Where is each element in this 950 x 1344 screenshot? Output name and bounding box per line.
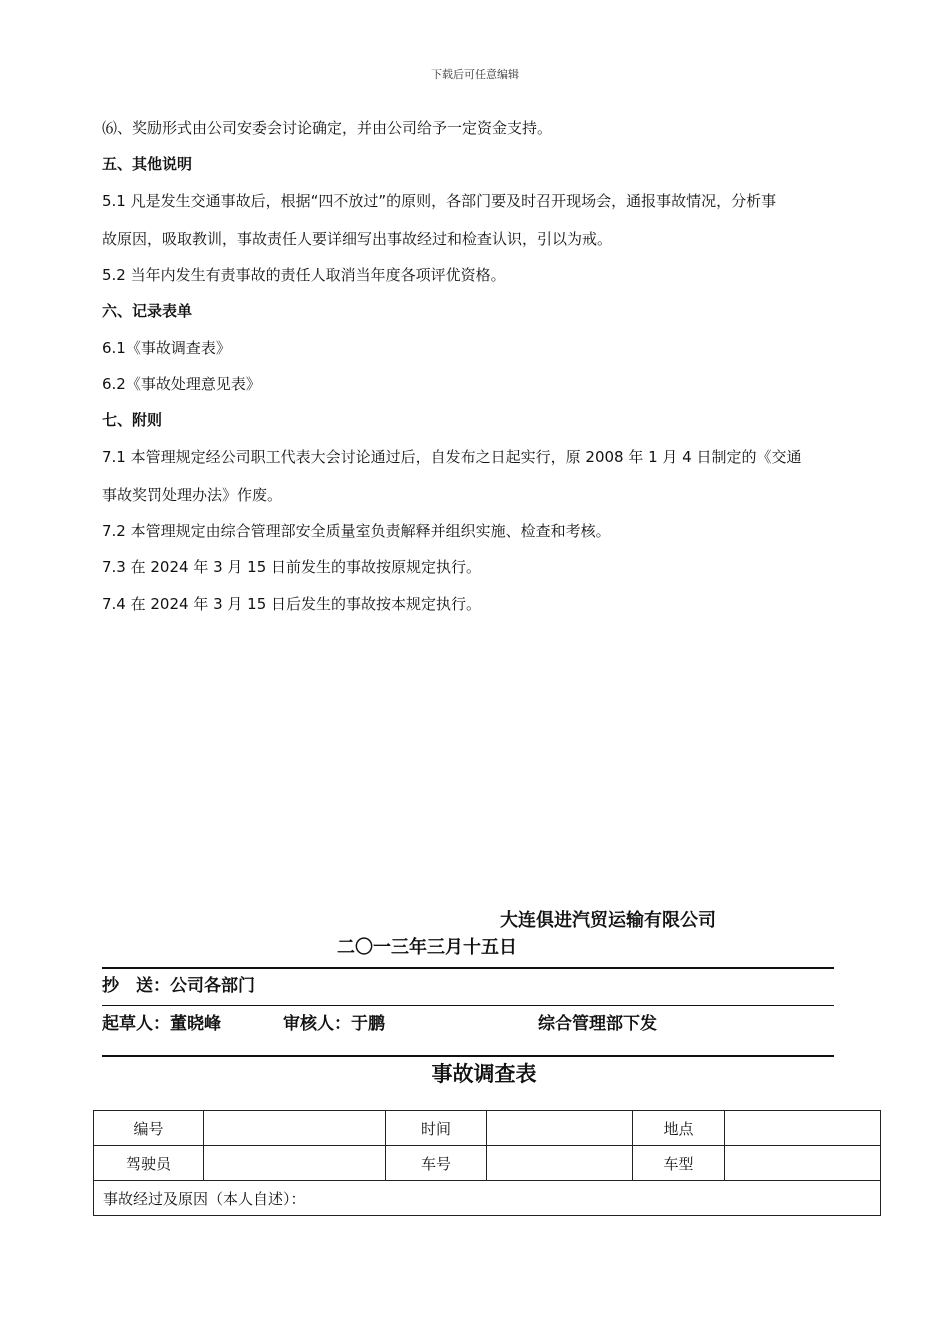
drafter: 起草人：董晓峰 [102, 1014, 221, 1034]
plate-label: 车号 [386, 1146, 487, 1181]
body-line: 7.3 在 2024 年 3 月 15 日前发生的事故按原规定执行。 [102, 558, 482, 576]
model-label: 车型 [633, 1146, 725, 1181]
driver-label: 驾驶员 [94, 1146, 204, 1181]
table-row [94, 1181, 881, 1216]
body-line: 故原因，吸取教训，事故责任人要详细写出事故经过和检查认识，引以为戒。 [102, 230, 613, 248]
reviewer: 审核人：于鹏 [283, 1014, 385, 1034]
description-label[interactable]: 事故经过及原因（本人自述）： [94, 1181, 881, 1216]
table-row [94, 1146, 881, 1181]
body-line: 7.1 本管理规定经公司职工代表大会讨论通过后，自发布之日起实行，原 2008 年 1 月 4 日制定的《交通 [102, 448, 802, 466]
place-label: 地点 [633, 1111, 725, 1146]
driver-field[interactable] [204, 1146, 386, 1181]
divider-line [102, 1005, 834, 1006]
body-line: 6.1《事故调查表》 [102, 339, 231, 357]
divider-line [102, 967, 834, 969]
form-title: 事故调查表 [431, 1062, 537, 1086]
plate-field[interactable] [487, 1146, 633, 1181]
body-line: 5.1 凡是发生交通事故后，根据“四不放过”的原则，各部门要及时召开现场会，通报事故情况，分析事 [102, 192, 777, 210]
model-field[interactable] [725, 1146, 881, 1181]
cc-line: 抄 送：公司各部门 [102, 976, 255, 996]
body-line: 7.4 在 2024 年 3 月 15 日后发生的事故按本规定执行。 [102, 595, 482, 613]
divider-line [102, 1055, 834, 1057]
accident-investigation-form [93, 1110, 881, 1216]
section-heading: 七、附则 [102, 411, 163, 429]
time-field[interactable] [487, 1111, 633, 1146]
section-heading: 六、记录表单 [102, 302, 193, 320]
section-heading: 五、其他说明 [102, 155, 193, 173]
body-line: 7.2 本管理规定由综合管理部安全质量室负责解释并组织实施、检查和考核。 [102, 522, 611, 540]
signature-company: 大连俱进汽贸运输有限公司 [500, 910, 716, 931]
body-line: 6.2《事故处理意见表》 [102, 375, 261, 393]
body-line: ⑹、奖励形式由公司安委会讨论确定，并由公司给予一定资金支持。 [102, 119, 553, 137]
table-row [94, 1111, 881, 1146]
signature-date: 二〇一三年三月十五日 [337, 937, 517, 958]
place-field[interactable] [725, 1111, 881, 1146]
time-label: 时间 [386, 1111, 487, 1146]
number-field[interactable] [204, 1111, 386, 1146]
body-line: 5.2 当年内发生有责事故的责任人取消当年度各项评优资格。 [102, 266, 506, 284]
number-label: 编号 [94, 1111, 204, 1146]
issuing-department: 综合管理部下发 [538, 1014, 657, 1034]
body-line: 事故奖罚处理办法》作废。 [102, 486, 283, 504]
page-header-note: 下载后可任意编辑 [431, 68, 519, 81]
